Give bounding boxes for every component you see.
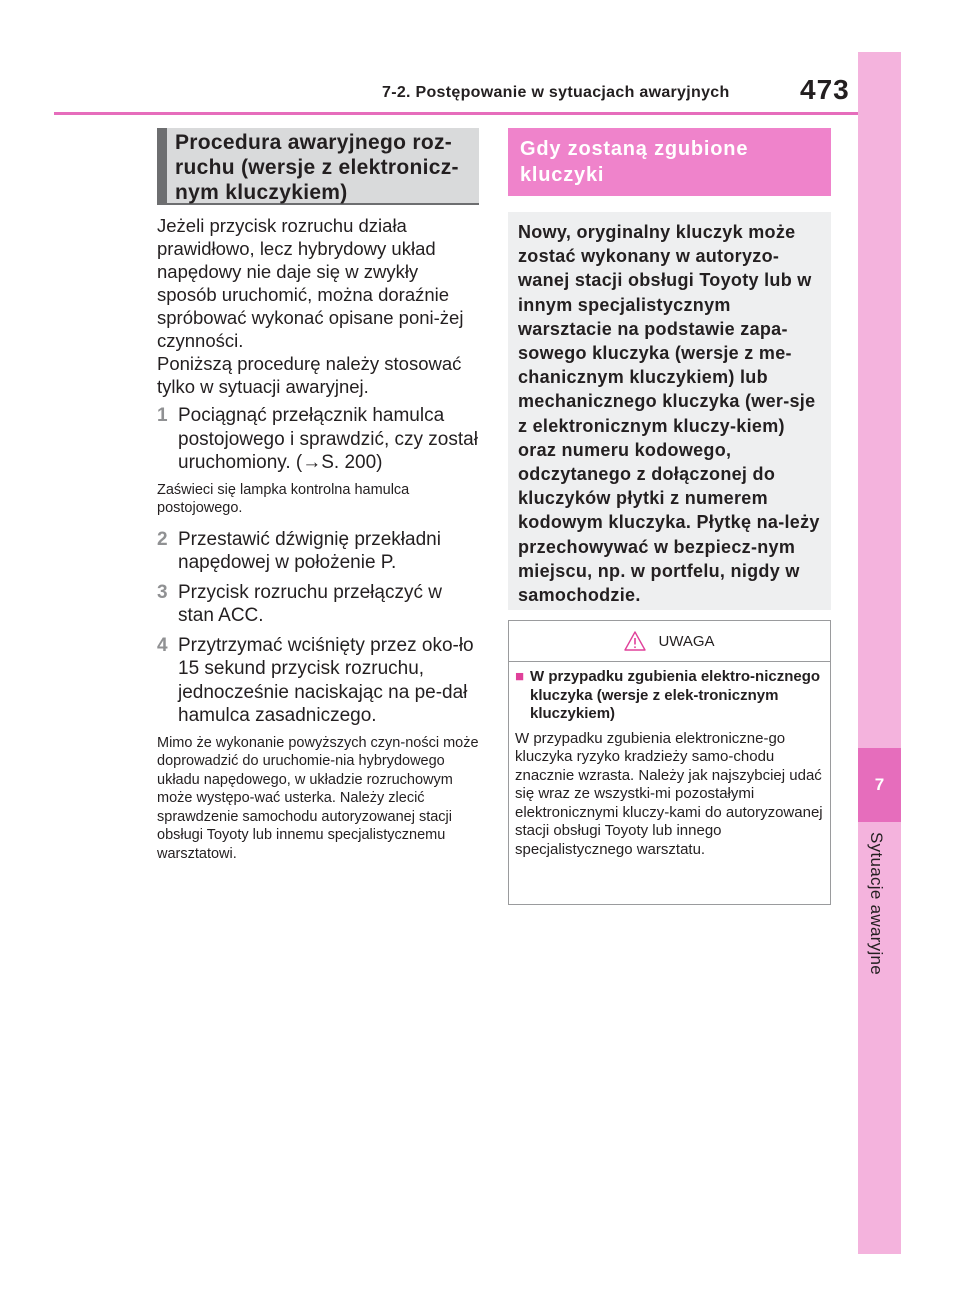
step-item <box>157 581 482 628</box>
lost-keys-info-box: Nowy, oryginalny kluczyk może zostać wykonany w autoryzo-wanej stacji obsługi Toyoty lub w innym specjalistycznym warsztacie na podstawie zapa-sowego kluczyka (wersje z me-chanicznym kluczykiem) lub mechanicznego kluczyka (wer-sje z elektronicznym kluczy-kiem) oraz numeru kodowego, odczytanego z dołączonej do kluczyków płytki z numerem kodowym kluczyka. Płytkę na-leży przechowywać w bezpiecz-nym miejscu, np. w portfelu, nigdy w samochodzie. <box>508 212 831 610</box>
step-number: 1 <box>157 405 168 426</box>
step-item <box>157 528 482 575</box>
warning-subheading-text: W przypadku zgubienia elektro-nicznego kluczyka (wersje z elek-tronicznym kluczykiem) <box>530 668 821 722</box>
chapter-label: Sytuacje awaryjne <box>867 832 886 976</box>
warning-text: W przypadku zgubienia elektroniczne-go kluczyka ryzyko kradzieży samo-chodu znacznie wzrasta. Należy jak najszybciej udać się wraz ze wszystki-mi pozostałymi elektronicznymi kluczy-kami do autoryzowanej stacji obsługi Toyoty lub innego specjalistycznego warsztatu. <box>515 729 823 858</box>
step-item <box>157 404 482 475</box>
step-number: 2 <box>157 528 168 550</box>
step-note: Zaświeci się lampka kontrolna hamulca postojowego. <box>157 481 410 516</box>
step-text: Przycisk rozruchu przełączyć w stan ACC. <box>178 581 442 626</box>
warning-header <box>509 621 830 662</box>
step-item <box>157 634 482 728</box>
square-bullet-icon: ■ <box>515 668 525 685</box>
page-header-title: 7-2. Postępowanie w sytuacjach awaryjnych <box>382 84 730 101</box>
page-number: 473 <box>800 74 850 105</box>
step-note: Mimo że wykonanie powyższych czyn-ności może doprowadzić do uruchomie-nia hybrydowego układu napędowego, w układzie rozruchowym może występo-wać usterka. Należy zlecić sprawdzenie samochodu autoryzowanej stacji obsługi Toyoty lub innemu specjalistycznemu warsztatowi. <box>157 734 479 862</box>
warning-body <box>509 662 830 859</box>
warning-triangle-icon <box>624 631 646 651</box>
intro-paragraph: Jeżeli przycisk rozruchu działa prawidłowo, lecz hybrydowy układ napędowy nie daje się w zwykły sposób uruchomić, można doraźnie spróbować wykonać opisane poni-żej czynności. <box>157 215 464 351</box>
step-text: Przytrzymać wciśnięty przez oko-ło 15 sekund przycisk rozruchu, jednocześnie naciskając na pe-dał hamulca zasadniczego. <box>178 634 474 726</box>
step-number: 4 <box>157 634 168 656</box>
chapter-number: 7 <box>858 748 901 822</box>
lost-keys-heading: Gdy zostaną zgubione kluczyki <box>508 128 831 196</box>
chapter-side-tab <box>858 52 901 1254</box>
step-text: Przestawić dźwignię przekładni napędowej w położenie P. <box>178 528 441 573</box>
intro-paragraph: Poniższą procedurę należy stosować tylko w sytuacji awaryjnej. <box>157 353 462 397</box>
step-text: Pociągnąć przełącznik hamulca postojowego i sprawdzić, czy został uruchomiony. (→S. 200) <box>178 405 478 473</box>
emergency-start-heading: Procedura awaryjnego roz-ruchu (wersje z elektronicz-nym kluczykiem) <box>157 128 479 205</box>
warning-subheading <box>515 668 824 724</box>
header-divider <box>54 112 858 115</box>
warning-box <box>508 620 831 905</box>
left-column <box>157 214 482 873</box>
warning-label: UWAGA <box>658 632 715 650</box>
step-number: 3 <box>157 581 168 603</box>
